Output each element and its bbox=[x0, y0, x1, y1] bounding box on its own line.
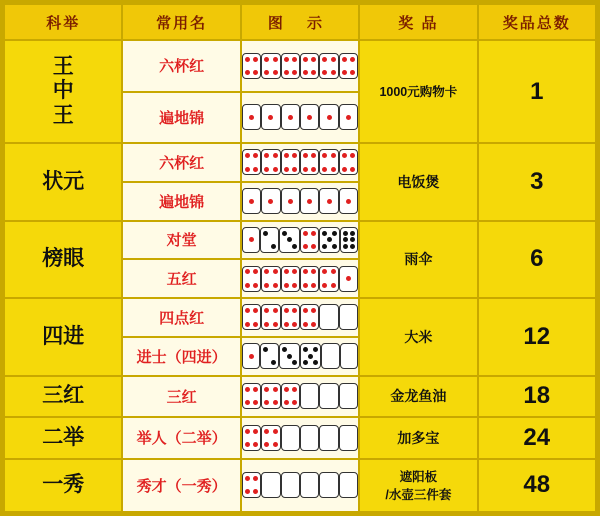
prize-cell: 大米 bbox=[359, 298, 477, 376]
die-face-1-red bbox=[281, 188, 300, 214]
combo-name-cell: 六杯红 bbox=[122, 143, 240, 182]
dice-illustration-cell bbox=[241, 40, 359, 92]
die-face-4-red bbox=[242, 383, 261, 409]
die-empty bbox=[300, 383, 319, 409]
die-face-4-red bbox=[261, 149, 280, 175]
dice-illustration-cell bbox=[241, 459, 359, 512]
die-face-4-red bbox=[281, 383, 300, 409]
die-empty bbox=[261, 472, 280, 498]
prize-total-cell: 12 bbox=[478, 298, 596, 376]
dice-row bbox=[242, 149, 358, 175]
die-face-4-red bbox=[242, 472, 261, 498]
die-face-4-red bbox=[300, 53, 319, 79]
die-empty bbox=[319, 383, 338, 409]
die-face-1-red bbox=[319, 188, 338, 214]
die-empty bbox=[340, 343, 359, 369]
die-face-5-black bbox=[319, 227, 340, 253]
prize-cell: 雨伞 bbox=[359, 221, 477, 299]
die-face-4-red bbox=[319, 149, 338, 175]
die-empty bbox=[281, 425, 300, 451]
die-face-4-red bbox=[261, 53, 280, 79]
dice-row bbox=[242, 425, 358, 451]
dice-row bbox=[242, 266, 358, 292]
die-face-4-red bbox=[242, 149, 261, 175]
die-face-6-black bbox=[340, 227, 359, 253]
dice-illustration-cell bbox=[241, 143, 359, 182]
rank-cell: 四进 bbox=[4, 298, 122, 376]
dice-row bbox=[242, 304, 358, 330]
prize-total-cell: 3 bbox=[478, 143, 596, 221]
table-row bbox=[4, 298, 596, 337]
rank-cell: 一秀 bbox=[4, 459, 122, 512]
rank-cell: 状元 bbox=[4, 143, 122, 221]
die-face-1-red bbox=[281, 104, 300, 130]
die-face-4-red bbox=[242, 425, 261, 451]
combo-name-cell: 遍地锦 bbox=[122, 92, 240, 144]
die-empty bbox=[319, 472, 338, 498]
die-face-4-red bbox=[300, 304, 319, 330]
die-face-1-red bbox=[242, 343, 261, 369]
dice-row bbox=[242, 227, 358, 253]
die-empty bbox=[339, 472, 358, 498]
combo-name-cell: 五红 bbox=[122, 259, 240, 298]
dice-illustration-cell bbox=[241, 182, 359, 221]
prize-total-cell: 18 bbox=[478, 376, 596, 418]
die-face-4-red bbox=[300, 227, 319, 253]
die-empty bbox=[339, 425, 358, 451]
table-header bbox=[4, 4, 596, 40]
column-header-prize-total: 奖品总数 bbox=[478, 4, 596, 40]
combo-name-cell: 遍地锦 bbox=[122, 182, 240, 221]
rank-cell: 三红 bbox=[4, 376, 122, 418]
die-face-3-black bbox=[279, 227, 300, 253]
prize-total-cell: 1 bbox=[478, 40, 596, 143]
die-empty bbox=[300, 425, 319, 451]
prize-cell: 电饭煲 bbox=[359, 143, 477, 221]
die-face-4-red bbox=[281, 53, 300, 79]
combo-name-cell: 对堂 bbox=[122, 221, 240, 260]
die-empty bbox=[339, 383, 358, 409]
die-face-1-red bbox=[300, 188, 319, 214]
die-face-5-black bbox=[300, 343, 321, 369]
dice-row bbox=[242, 383, 358, 409]
prize-cell: 加多宝 bbox=[359, 417, 477, 459]
dice-illustration-cell bbox=[241, 376, 359, 418]
die-empty bbox=[319, 425, 338, 451]
die-face-2-black bbox=[260, 343, 279, 369]
combo-name-cell: 四点红 bbox=[122, 298, 240, 337]
table-body bbox=[4, 40, 596, 512]
die-empty bbox=[281, 472, 300, 498]
column-header-common-name: 常用名 bbox=[122, 4, 240, 40]
column-header-prize: 奖 品 bbox=[359, 4, 477, 40]
dice-row bbox=[242, 104, 358, 130]
dice-illustration-cell bbox=[241, 221, 359, 260]
die-face-4-red bbox=[261, 425, 280, 451]
table-row bbox=[4, 417, 596, 459]
die-face-4-red bbox=[242, 53, 261, 79]
die-face-1-red bbox=[319, 104, 338, 130]
column-header-rank: 科举 bbox=[4, 4, 122, 40]
die-face-1-red bbox=[300, 104, 319, 130]
die-empty bbox=[321, 343, 340, 369]
dice-row bbox=[242, 472, 358, 498]
dice-row bbox=[242, 343, 358, 369]
prize-cell: 金龙鱼油 bbox=[359, 376, 477, 418]
dice-illustration-cell bbox=[241, 298, 359, 337]
die-face-2-black bbox=[260, 227, 279, 253]
table-row bbox=[4, 143, 596, 182]
rank-cell: 王 中 王 bbox=[4, 40, 122, 143]
dice-illustration-cell bbox=[241, 92, 359, 144]
combo-name-cell: 三红 bbox=[122, 376, 240, 418]
die-face-4-red bbox=[281, 304, 300, 330]
die-face-1-red bbox=[339, 266, 358, 292]
prize-total-cell: 48 bbox=[478, 459, 596, 512]
table-row bbox=[4, 459, 596, 512]
die-empty bbox=[319, 304, 338, 330]
prize-total-cell: 24 bbox=[478, 417, 596, 459]
die-face-1-red bbox=[339, 188, 358, 214]
combo-name-cell: 进士（四进） bbox=[122, 337, 240, 376]
dice-row bbox=[242, 188, 358, 214]
prize-total-cell: 6 bbox=[478, 221, 596, 299]
die-face-4-red bbox=[339, 53, 358, 79]
die-face-3-black bbox=[279, 343, 300, 369]
rank-cell: 二举 bbox=[4, 417, 122, 459]
prize-cell: 1000元购物卡 bbox=[359, 40, 477, 143]
die-empty bbox=[300, 472, 319, 498]
combo-name-cell: 举人（二举） bbox=[122, 417, 240, 459]
table-row bbox=[4, 221, 596, 260]
column-header-illustration: 图 示 bbox=[241, 4, 359, 40]
die-face-1-red bbox=[261, 104, 280, 130]
dice-illustration-cell bbox=[241, 417, 359, 459]
rank-cell: 榜眼 bbox=[4, 221, 122, 299]
die-face-4-red bbox=[242, 266, 261, 292]
dice-row bbox=[242, 53, 358, 79]
die-face-4-red bbox=[319, 266, 338, 292]
prize-cell: 遮阳板 /水壶三件套 bbox=[359, 459, 477, 512]
prize-rules-table bbox=[3, 3, 597, 513]
die-face-4-red bbox=[281, 266, 300, 292]
die-face-1-red bbox=[242, 227, 261, 253]
die-face-1-red bbox=[242, 104, 261, 130]
die-face-4-red bbox=[281, 149, 300, 175]
die-face-4-red bbox=[261, 266, 280, 292]
die-face-4-red bbox=[300, 149, 319, 175]
dice-illustration-cell bbox=[241, 337, 359, 376]
die-face-4-red bbox=[300, 266, 319, 292]
die-empty bbox=[339, 304, 358, 330]
die-face-4-red bbox=[261, 383, 280, 409]
die-face-1-red bbox=[242, 188, 261, 214]
table-row bbox=[4, 40, 596, 92]
die-face-4-red bbox=[242, 304, 261, 330]
table-row bbox=[4, 376, 596, 418]
dice-illustration-cell bbox=[241, 259, 359, 298]
die-face-4-red bbox=[261, 304, 280, 330]
die-face-4-red bbox=[319, 53, 338, 79]
die-face-1-red bbox=[339, 104, 358, 130]
combo-name-cell: 秀才（一秀） bbox=[122, 459, 240, 512]
die-face-4-red bbox=[339, 149, 358, 175]
combo-name-cell: 六杯红 bbox=[122, 40, 240, 92]
die-face-1-red bbox=[261, 188, 280, 214]
